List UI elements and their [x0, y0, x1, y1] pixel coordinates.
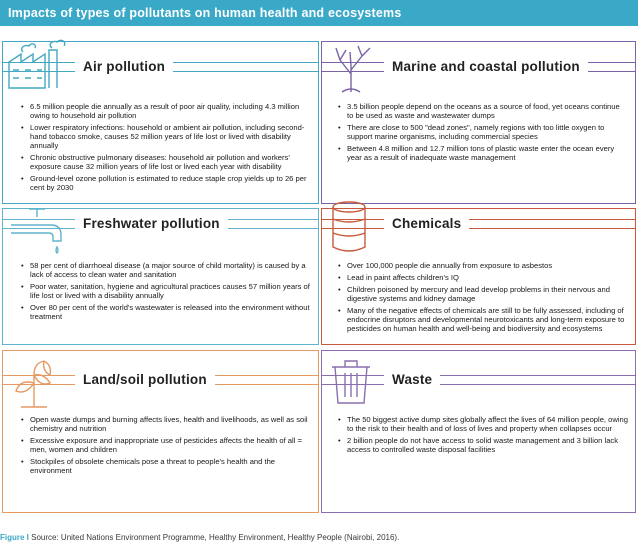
- factory-icon: [7, 38, 69, 90]
- wilted-plant-icon: [7, 353, 61, 409]
- faucet-icon: [7, 201, 67, 261]
- bullet-item: • The 50 biggest active dump sites globally affect the lives of 64 million people, owing to the risk to their health and of loss of lives and property when collapses occur: [338, 415, 628, 433]
- bullet-item: • 3.5 billion people depend on the oceans as a source of food, yet oceans continue to be used as waste and wastewater dumps: [338, 102, 628, 120]
- bullet-item: • Poor water, sanitation, hygiene and agricultural practices causes 57 million years of life lost or lived with a disability annually: [21, 282, 311, 300]
- caption-text: Source: United Nations Environment Programme, Healthy Environment, Healthy People (Nairobi, 2016).: [31, 533, 400, 542]
- bullet-item: • Over 80 per cent of the world's wastewater is released into the environment without treatment: [21, 303, 311, 321]
- panel-title: Freshwater pollution: [75, 210, 228, 238]
- coral-icon: [328, 40, 374, 94]
- panel-air-pollution: [2, 41, 319, 204]
- figure-title: Impacts of types of pollutants on human health and ecosystems: [0, 0, 638, 26]
- panel-marine-pollution: [321, 41, 636, 204]
- bullet-item: • Ground-level ozone pollution is estimated to reduce staple crop yields up to 26 per cent by 2030: [21, 174, 311, 192]
- panel-waste: [321, 350, 636, 513]
- bullet-item: • Over 100,000 people die annually from exposure to asbestos: [338, 261, 628, 270]
- trash-can-icon: [330, 357, 372, 405]
- bullet-item: • Lead in paint affects children's IQ: [338, 273, 628, 282]
- bullet-item: • There are close to 500 "dead zones", namely regions with too little oxygen to support marine organisms, including commercial species: [338, 123, 628, 141]
- panel-title: Waste: [384, 366, 440, 394]
- panel-band: [322, 219, 635, 229]
- bullet-item: • Many of the negative effects of chemicals are still to be fully assessed, including of endocrine disruptors and developmental neurotoxicants and long-term exposure to pesticides on human health and well-being and biodiversity and ecosystems: [338, 306, 628, 333]
- bullet-item: • Stockpiles of obsolete chemicals pose a threat to people's health and the environment: [21, 457, 311, 475]
- panel-title: Chemicals: [384, 210, 469, 238]
- panel-title: Marine and coastal pollution: [384, 53, 588, 81]
- panel-title: Land/soil pollution: [75, 366, 215, 394]
- bullet-item: • 6.5 million people die annually as a result of poor air quality, including 4.3 million owing to household air pollution: [21, 102, 311, 120]
- panel-title: Air pollution: [75, 53, 173, 81]
- panel-freshwater-pollution: [2, 208, 319, 345]
- bullet-item: • Children poisoned by mercury and lead develop problems in their nervous and digestive systems and kidney damage: [338, 285, 628, 303]
- caption-label: Figure I: [0, 533, 29, 542]
- panel-chemicals: [321, 208, 636, 345]
- bullet-item: • 2 billion people do not have access to solid waste management and 3 billion lack access to controlled waste disposal facilities: [338, 436, 628, 454]
- bullet-item: • Chronic obstructive pulmonary diseases: household air pollution and workers' exposure cause 32 million years of life lost or lived each year with disability: [21, 153, 311, 171]
- barrel-icon: [330, 199, 368, 255]
- panel-land-soil-pollution: [2, 350, 319, 513]
- bullet-item: • 58 per cent of diarrhoeal disease (a major source of child mortality) is caused by a lack of access to clean water and sanitation: [21, 261, 311, 279]
- bullet-item: • Excessive exposure and inappropriate use of pesticides affects the health of all = men, women and children: [21, 436, 311, 454]
- bullet-item: • Between 4.8 million and 12.7 million tons of plastic waste enter the ocean every year as a result of inadequate waste management: [338, 144, 628, 162]
- bullet-item: • Open waste dumps and burning affects lives, health and livelihoods, as well as soil chemistry and nutrition: [21, 415, 311, 433]
- bullet-item: • Lower respiratory infections: household or ambient air pollution, including second-hand tobacco smoke, causes 52 million years of life lost or lived with disability annually: [21, 123, 311, 150]
- figure-caption: [0, 533, 399, 542]
